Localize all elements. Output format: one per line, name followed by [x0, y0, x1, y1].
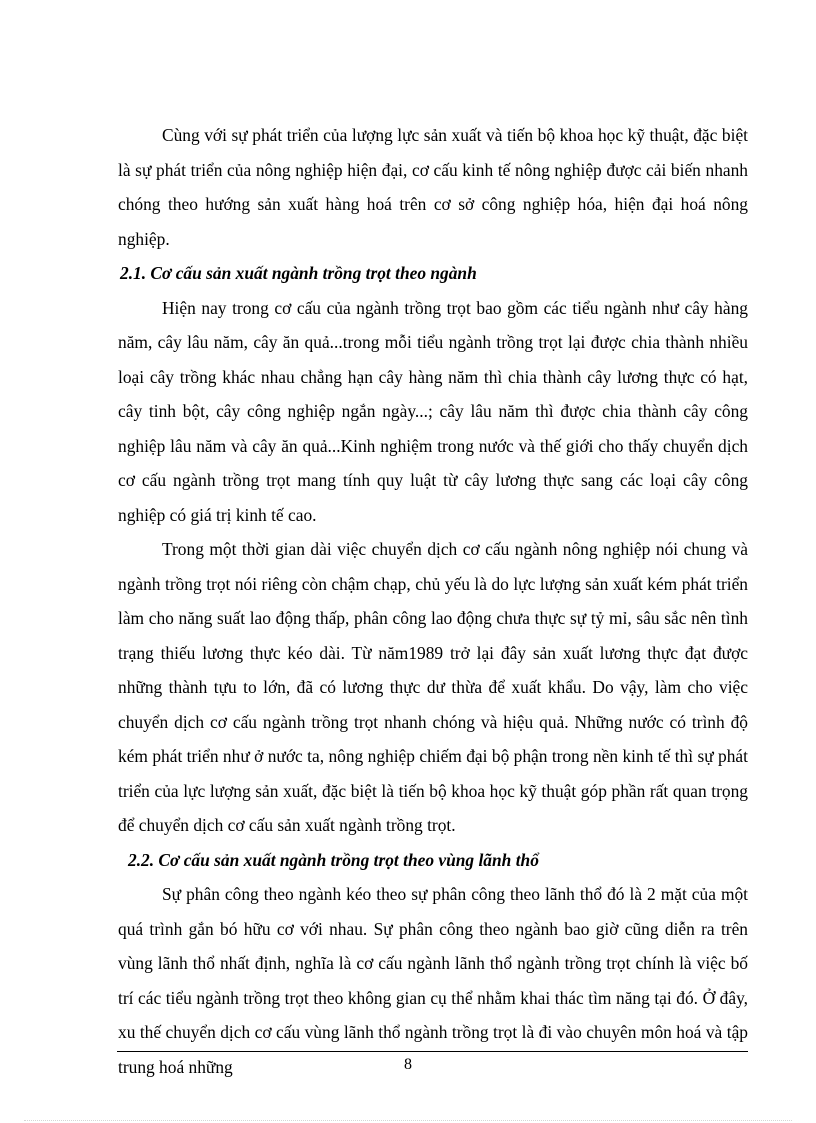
page-number: 8 — [404, 1056, 412, 1073]
footer-divider — [117, 1051, 748, 1052]
paragraph-territorial-division: Sự phân công theo ngành kéo theo sự phân công theo lãnh thổ đó là 2 mặt của một quá trình gắn bó hữu cơ với nhau. Sự phân công theo ngành bao giờ cũng diễn ra trên vùng lãnh thổ nhất định, nghĩa là cơ cấu ngành lãnh thổ ngành trồng trọt chính là việc bố trí các tiểu ngành trồng trọt theo không gian cụ thể nhằm khai thác tìm năng tại đó. Ở đây, xu thế chuyển dịch cơ cấu vùng lãnh thổ ngành trồng trọt là đi vào chuyên môn hoá và tập trung hoá những — [118, 884, 748, 1077]
paragraph-crop-subsectors: Hiện nay trong cơ cấu của ngành trồng trọt bao gồm các tiểu ngành như cây hàng năm, cây lâu năm, cây ăn quả...trong mỗi tiểu ngành trồng trọt lại được chia thành nhiều loại cây trồng khác nhau chẳng hạn cây hàng năm thì chia thành cây lương thực có hạt, cây tinh bột, cây công nghiệp ngắn ngày...; cây lâu năm thì được chia thành cây công nghiệp lâu năm và cây ăn quả...Kinh nghiệm trong nước và thế giới cho thấy chuyển dịch cơ cấu ngành trồng trọt mang tính quy luật từ cây lương thực sang các loại cây công nghiệp có giá trị kinh tế cao. — [118, 297, 748, 525]
page-body — [118, 118, 748, 1084]
paragraph-intro: Cùng với sự phát triển của lượng lực sản xuất và tiến bộ khoa học kỹ thuật, đặc biệt là sự phát triển của nông nghiệp hiện đại, cơ cấu kinh tế nông nghiệp được cải biến nhanh chóng theo hướng sản xuất hàng hoá trên cơ sở công nghiệp hóa, hiện đại hoá nông nghiệp. — [118, 125, 748, 249]
section-heading-2-2: 2.2. Cơ cấu sản xuất ngành trồng trọt theo vùng lãnh thổ — [128, 849, 539, 870]
section-heading-2-1: 2.1. Cơ cấu sản xuất ngành trồng trọt theo ngành — [120, 263, 477, 283]
paragraph-restructuring-history: Trong một thời gian dài việc chuyển dịch cơ cấu ngành nông nghiệp nói chung và ngành trồng trọt nói riêng còn chậm chạp, chủ yếu là do lực lượng sản xuất kém phát triển làm cho năng suất lao động thấp, phân công lao động chưa thực sự tỷ mỉ, sâu sắc nên tình trạng thiếu lương thực kéo dài. Từ năm1989 trở lại đây sản xuất lương thực đạt được những thành tựu to lớn, đã có lương thực dư thừa để xuất khẩu. Do vậy, làm cho việc chuyển dịch cơ cấu ngành trồng trọt nhanh chóng và hiệu quả. Những nước có trình độ kém phát triển như ở nước ta, nông nghiệp chiếm đại bộ phận trong nền kinh tế thì sự phát triển của lực lượng sản xuất, đặc biệt là tiến bộ khoa học kỹ thuật góp phần rất quan trọng để chuyển dịch cơ cấu sản xuất ngành trồng trọt. — [118, 539, 748, 835]
page-bottom-border — [24, 1120, 792, 1121]
